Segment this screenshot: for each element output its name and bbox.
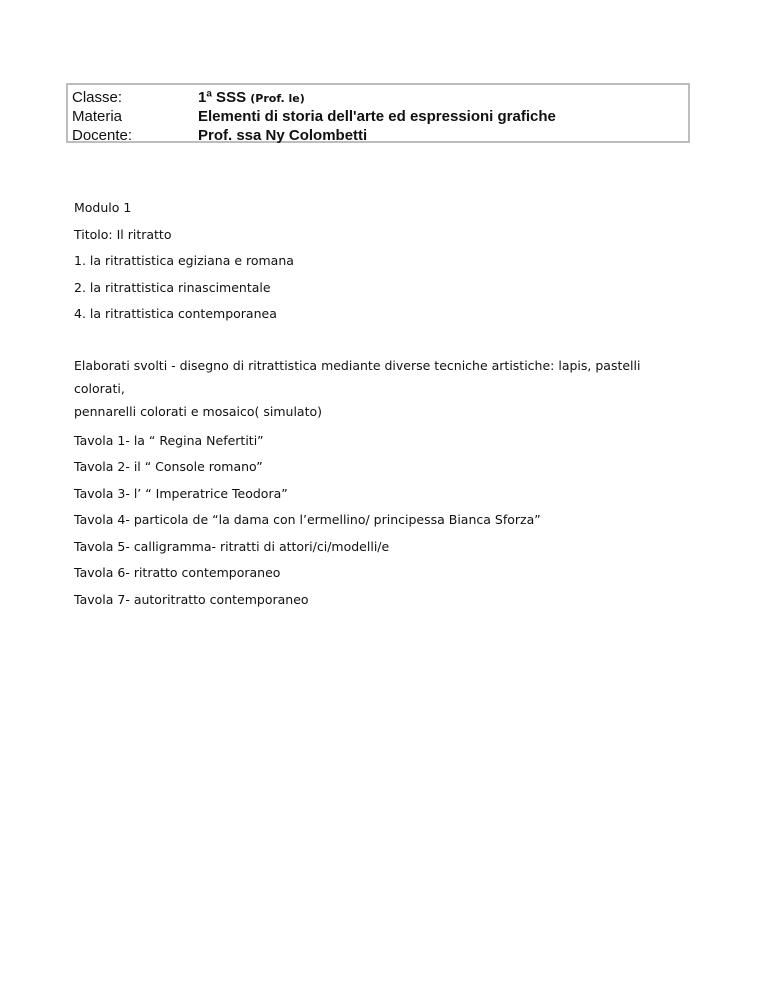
- module-title: Titolo: Il ritratto: [74, 226, 172, 242]
- header-box: [66, 83, 690, 143]
- module-item: 1. la ritrattistica egiziana e romana: [74, 253, 294, 268]
- class-value-text: 1ª SSS: [198, 89, 247, 106]
- class-label: Classe:: [72, 89, 123, 106]
- works-intro: [74, 354, 674, 423]
- plate-item: Tavola 4- particola de “la dama con l’ermellino/ principessa Bianca Sforza”: [74, 512, 541, 527]
- subject-label: Materia: [72, 108, 123, 125]
- plate-item: Tavola 5- calligramma- ritratti di attori/ci/modelli/e: [74, 538, 390, 554]
- works-intro-line1: Elaborati svolti - disegno di ritrattistica mediante diverse tecniche artistiche: lapis, pastelli colorati,: [74, 358, 641, 396]
- module-heading: Modulo 1: [74, 200, 132, 215]
- plate-item: Tavola 2- il “ Console romano”: [74, 459, 263, 474]
- plate-item: Tavola 6- ritratto contemporaneo: [74, 565, 281, 580]
- module-item: 4. la ritrattistica contemporanea: [74, 306, 277, 321]
- class-note: (Prof. le): [250, 92, 305, 105]
- class-value: [198, 89, 305, 106]
- plate-item: Tavola 7- autoritratto contemporaneo: [74, 591, 309, 607]
- subject-row: [72, 108, 688, 127]
- class-row: [72, 89, 688, 108]
- teacher-row: [72, 127, 688, 146]
- works-intro-line2: pennarelli colorati e mosaico( simulato): [74, 404, 323, 419]
- subject-value: Elementi di storia dell'arte ed espressioni grafiche: [198, 108, 556, 125]
- plate-item: Tavola 3- l’ “ Imperatrice Teodora”: [74, 485, 288, 501]
- document-body: [74, 199, 674, 609]
- plate-item: Tavola 1- la “ Regina Nefertiti”: [74, 432, 264, 448]
- teacher-label: Docente:: [72, 127, 133, 144]
- module-item: 2. la ritrattistica rinascimentale: [74, 279, 271, 295]
- teacher-value: Prof. ssa Ny Colombetti: [198, 127, 368, 144]
